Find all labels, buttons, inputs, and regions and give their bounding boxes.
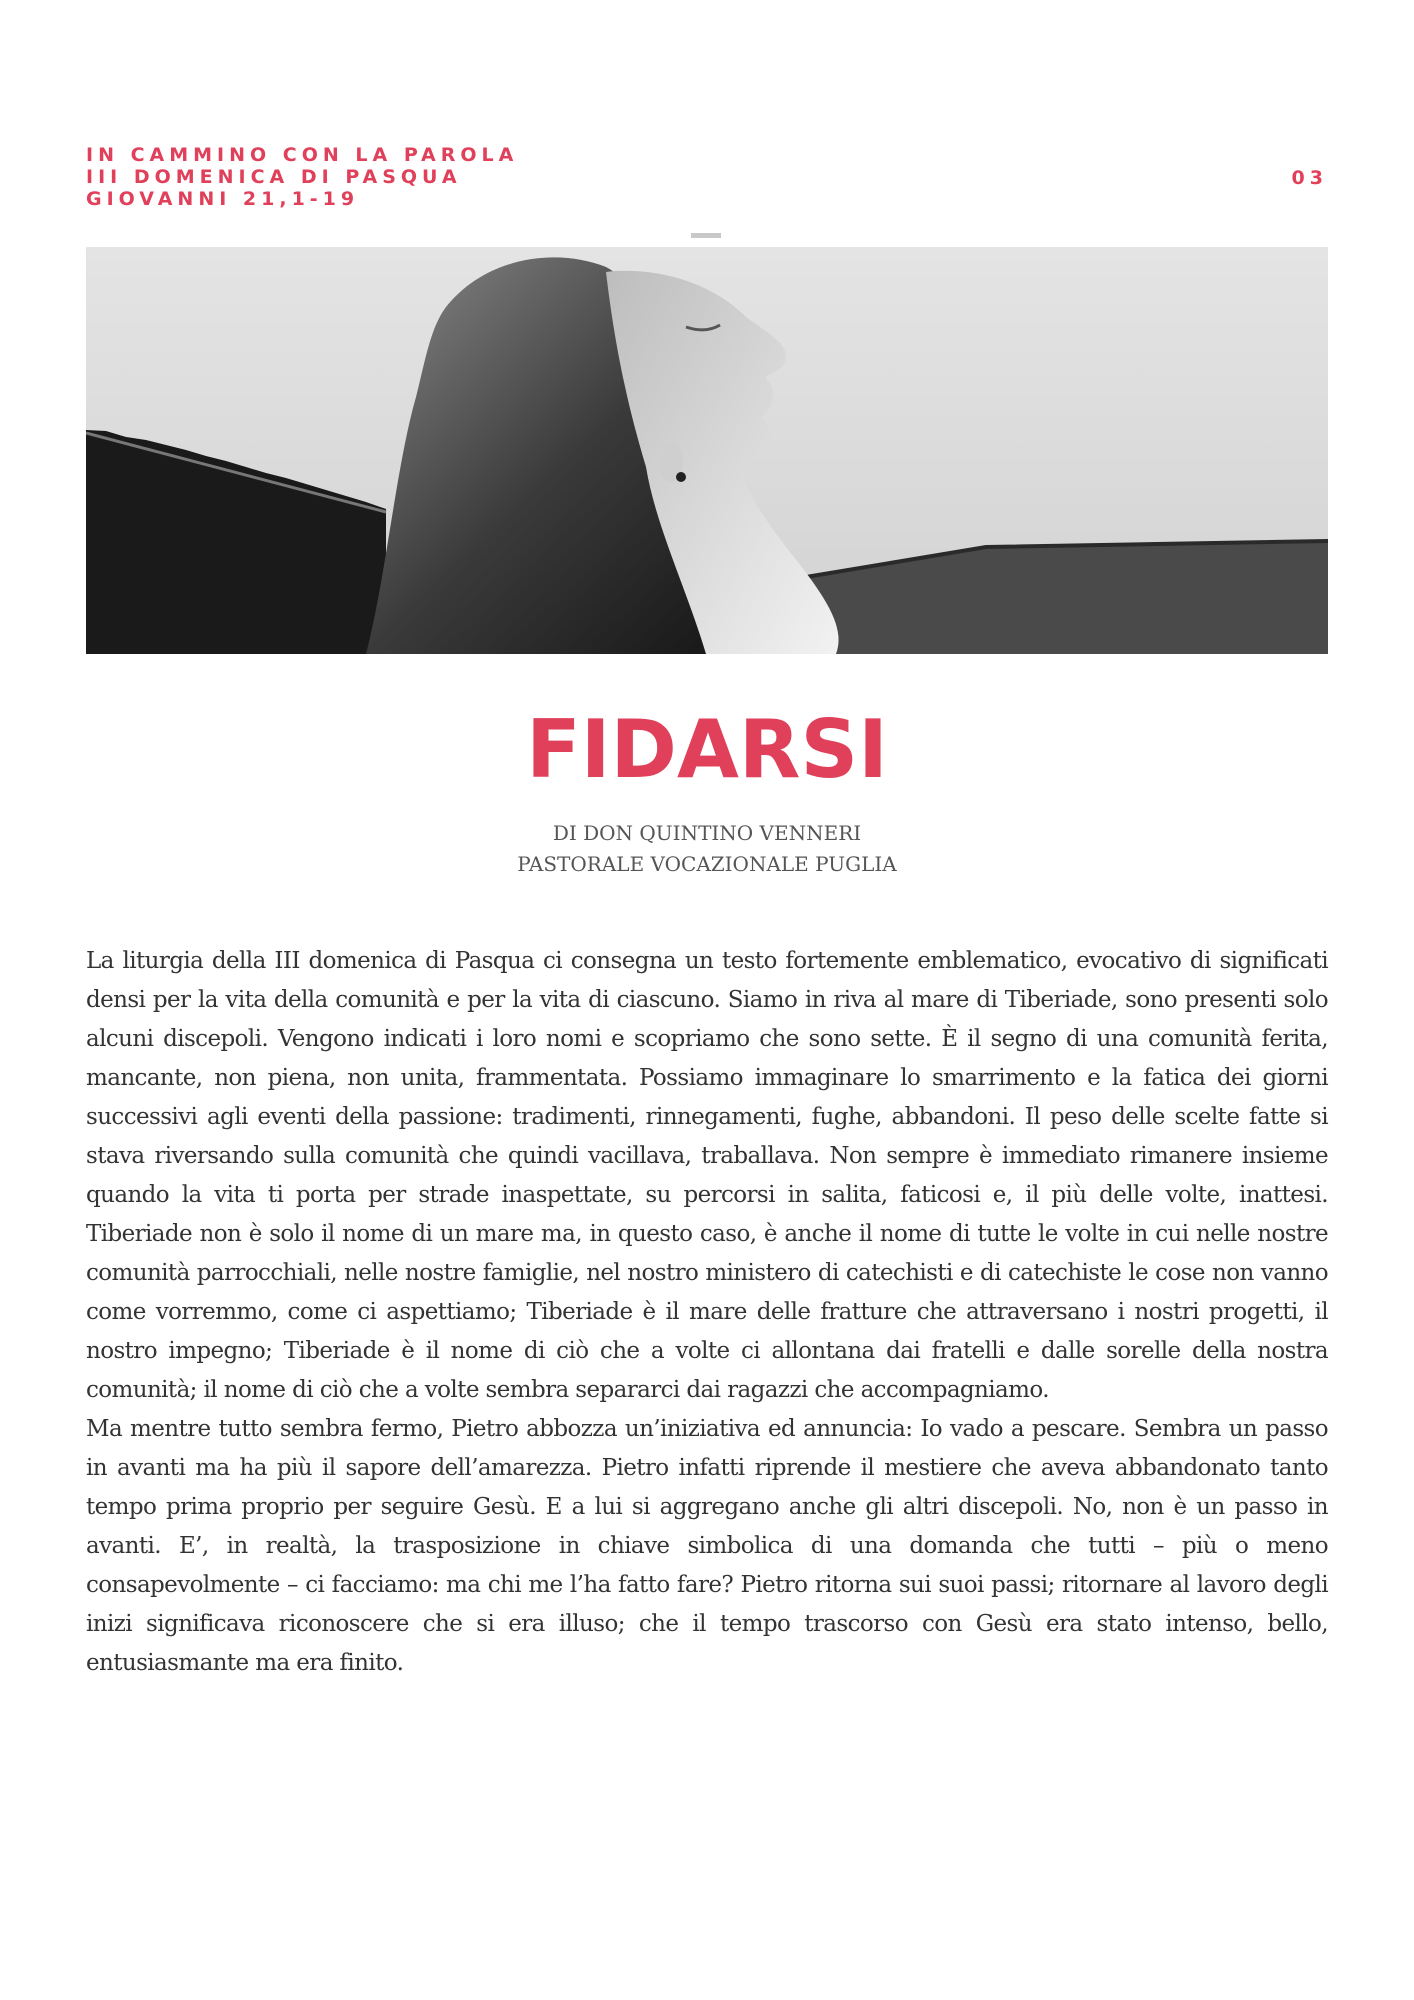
author-affiliation: PASTORALE VOCAZIONALE PUGLIA <box>517 852 897 876</box>
series-title: IN CAMMINO CON LA PAROLA <box>86 144 519 166</box>
author-byline <box>0 818 1414 880</box>
paragraph: Ma mentre tutto sembra fermo, Pietro abbozza un’iniziativa ed annuncia: Io vado a pescare. Sembra un passo in avanti ma ha più il sapore dell’amarezza. Pietro infatti riprende il mestiere che aveva abbandonato tanto tempo prima proprio per seguire Gesù. E a lui si aggregano anche gli altri discepoli. No, non è un passo in avanti. E’, in realtà, la trasposizione in chiave simbolica di una domanda che tutti – più o meno consapevolmente – ci facciamo: ma chi me l’ha fatto fare? Pietro ritorna sui suoi passi; ritornare al lavoro degli inizi significava riconoscere che si era illuso; che il tempo trascorso con Gesù era stato intenso, bello, entusiasmante ma era finito. <box>86 1416 1328 1676</box>
author-name: DI DON QUINTINO VENNERI <box>552 821 862 845</box>
article-title: FIDARSI <box>526 703 888 796</box>
article-body <box>86 942 1328 1683</box>
scripture-reference: GIOVANNI 21,1-19 <box>86 188 360 210</box>
divider <box>691 233 721 238</box>
header-series <box>86 144 518 210</box>
liturgical-day: III DOMENICA DI PASQUA <box>86 166 462 188</box>
paragraph: La liturgia della III domenica di Pasqua ci consegna un testo fortemente emblematico, evocativo di significati densi per la vita della comunità e per la vita di ciascuno. Siamo in riva al mare di Tiberiade, sono presenti solo alcuni discepoli. Vengono indicati i loro nomi e scopriamo che sono sette. È il segno di una comunità ferita, mancante, non piena, non unita, frammentata. Possiamo immaginare lo smarrimento e la fatica dei giorni successivi agli eventi della passione: tradimenti, rinnegamenti, fughe, abbandoni. Il peso delle scelte fatte si stava riversando sulla comunità che quindi vacillava, traballava. Non sempre è immediato rimanere insieme quando la vita ti porta per strade inaspettate, su percorsi in salita, faticosi e, il più delle volte, inattesi. Tiberiade non è solo il nome di un mare ma, in questo caso, è anche il nome di tutte le volte in cui nelle nostre comunità parrocchiali, nelle nostre famiglie, nel nostro ministero di catechisti e di catechiste le cose non vanno come vorremmo, come ci aspettiamo; Tiberiade è il mare delle fratture che attraversano i nostri progetti, il nostro impegno; Tiberiade è il nome di ciò che a volte ci allontana dai fratelli e dalle sorelle della nostra comunità; il nome di ciò che a volte sembra separarci dai ragazzi che accompagniamo. <box>86 948 1328 1403</box>
hero-photo <box>86 247 1328 654</box>
page-number: 03 <box>1291 167 1328 189</box>
